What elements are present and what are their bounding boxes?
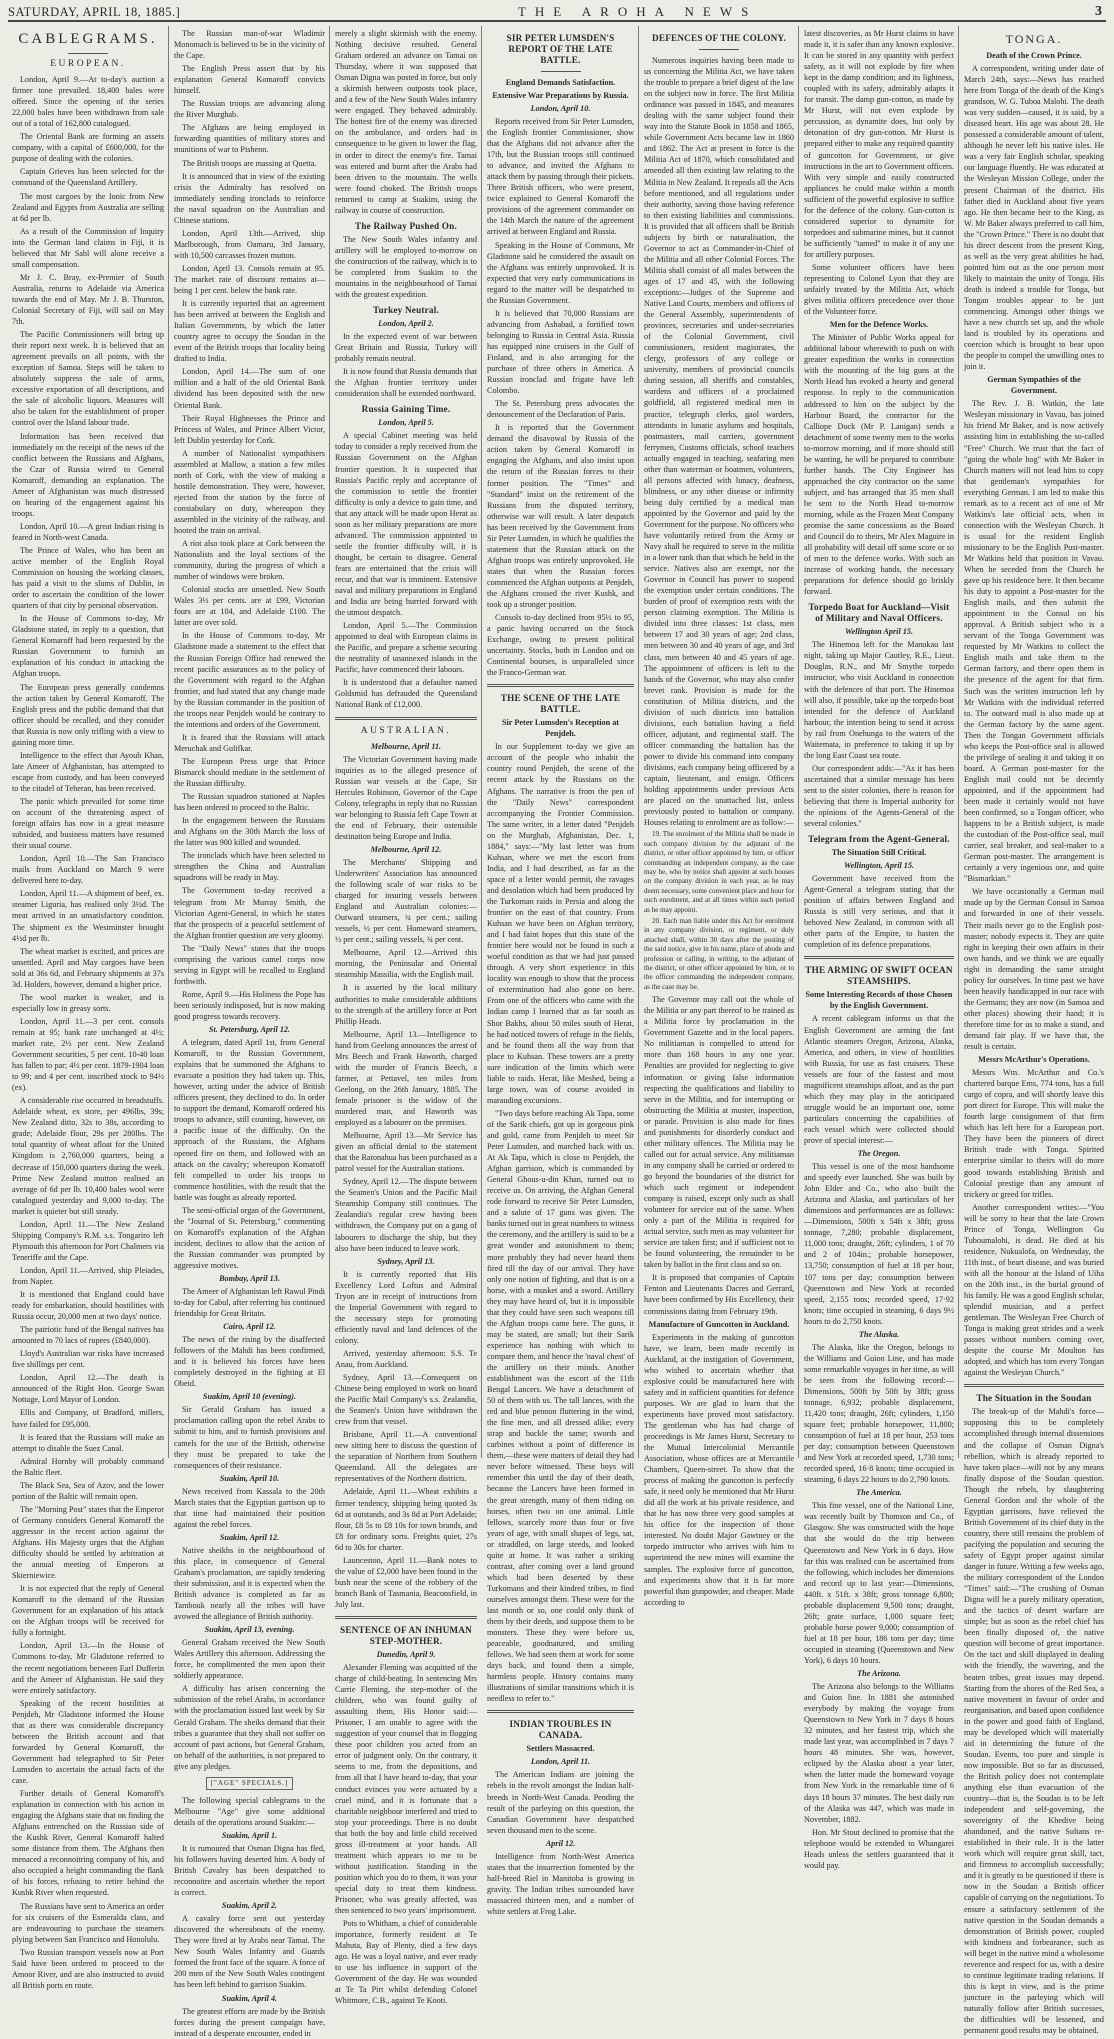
section-heading: INDIAN TROUBLES IN CANADA. [509, 1719, 612, 1741]
dateline: Sydney, April 13. [377, 1256, 435, 1266]
section-heading: Turkey Neutral. [373, 305, 439, 316]
divider [804, 956, 954, 959]
article-paragraph: The wool market is weaker, and is especially low in greasy sorts. [12, 992, 164, 1013]
article-paragraph: London, April 9.—At to-day's auction a firmer tone prevailed. 18,400 bales were offered. Since the opening of the series 22,000 bales have been withdrawn from sale out of a total of 162,800 catalogued. [12, 75, 164, 129]
subheading: Death of the Crown Prince. [986, 51, 1082, 60]
divider [335, 1616, 477, 1619]
ship-heading: The Alaska. [858, 1329, 900, 1339]
article-paragraph: The Ameer of Afghanistan left Rawul Pindi to-day for Cabul, after referring his continued friendship for Great Britain. [174, 1287, 325, 1319]
column-rule [638, 26, 639, 1458]
article-paragraph: Intelligence to the effect that Ayoub Khan, late Ameer of Afghanistan, has attempted to escape from custody, and has been conveyed to the citadel of Teheran, has been received. [12, 750, 164, 793]
newspaper-title: THE AROHA NEWS [517, 4, 758, 19]
article-paragraph: In the House of Commons to-day, Mr Gladstone stated, in reply to a question, that General Komaroff had been requested by the Russian Government to furnish an explanation of his conduct in attacking the Afghan troops. [12, 614, 164, 679]
article-paragraph: The Government to-day received a telegram from Mr Murray Smith, the Victorian Agent-General, in which he states that the prospects of a peaceful settlement of the Afghan frontier question are very gloomy. [174, 886, 325, 940]
divider [487, 684, 634, 687]
article-paragraph: "Two days before reaching Ak Tapa, some of the Sarik chiefs, got up in gorgeous pink and gold, came from Penjdeh to meet Sir Peter Lumsden, and marched back with us. At Ak Tapa, which is close to Penjdeh, the Afghan garrison, which is commanded by General Ghous-u-din Khan, turned out to receive us. On arriving, the Afghan General rode forward to receive Sir Peter Lumsden, and a salute of 17 guns was given. The banks turned out in great numbers to witness the ceremony, and the artillery is said to be a great wonder and astonishment to them; more probably they had never heard them fired till the day of our arrival. They have only one notion of fighting, and that is on a horse, with a musket and a sword. Artillery they may have heard of, but it is impossible that they could have seen such weapons till the Afghan troops came here. The guns, it may be stated, are small; but their Sarik experience has nothing with which to compare them, and hence the 'naval chest' of the artillery on their minds. Another establishment was the escort of the 11th Bengal Lancers. We have a detachment of 50 of them with us. The tall lances, with the red and blue pennon fluttering in the wind, the fine men, and all dressed alike; every strap and buckle the same; swords and carbines without a point of difference in them,—these were matters of detail they had never before witnessed. These boys will remember this until the day of their death, because the Lancers have been formed in the great strength, many of them riding on horses, often two on one animal. Little fellows, scarcely more than four or five years of age, with small shapes of legs, sat, or straddled, on large steeds, and looked quite at home. It was rather a striking contrast, after coming over a land ground which had been deserted by these Turkomans and their kindred tribes, to find ourselves amongst them. These were for the last month or so, one could only think of them by their deeds, and suppose them to be monsters. These they were before us, peaceable, goodnatured, and smiling fellows. We had seen them at work for some days back, and found them a simple, harmless people. History contains many illustrations of similar transitions which it is needless to refer to." [487, 1108, 634, 1704]
article-paragraph: London, April 13.—In the House of Commons to-day, Mr Gladstone referred to the recent negotiations between Earl Dufferin and the Ameer of Afghanistan. He said they were entirely satisfactory. [12, 1641, 164, 1695]
dateline: London, April 2. [378, 319, 434, 329]
article-paragraph: The Afghans are being employed in forwarding quantities of military stores and munitions of war to Pishenn. [174, 123, 325, 155]
dateline: Melbourne, April 12. [370, 844, 442, 854]
article-paragraph: General Graham received the New South Wales Artillery this afternoon. Addressing the force, he complimented the men upon their soldierly appearance. [174, 1638, 325, 1681]
act-clause: 20. Each man liable under this Act for enrolment in any company division, or regiment, or duly attached shall, within 30 days after the posting of the said notice, give in his name, place of abode and profession or calling, in writing, to the adjutant of the district, or other officer appointed by him, or to the officer commanding the independent company, as the case may be. [644, 916, 794, 991]
article-paragraph: The news of the rising by the disaffected followers of the Mahdi has been confirmed, and it is believed his forces have been completely destroyed in the fighting at El Obeid. [174, 1335, 325, 1389]
article-paragraph: The New South Wales infantry and artillery will be employed to-morrow on the construction of the railway, which is to be completed from Suakim to the mountains in the neighbourhood of Tamai with the greatest expedition. [335, 234, 477, 300]
article-paragraph: It is understood that a defaulter named Goldsmid has defrauded the Queensland National Bank of £12,000. [335, 678, 477, 710]
article-paragraph: The Alaska, like the Oregon, belongs to the Williams and Guion Line, and has made some remarkable voyages in her time, as will be seen from the following record:—Dimensions, 500ft by 50ft by 38ft; gross tonnage, 6,932; probable displacement, 11,420 tons; draught, 26ft; cylinders, 1,150 square feet; probable horsepower, 11,800; consumption of fuel at 18 per hour, 253 tons per day; consumption between Queenstown and New York at recorded speed, 1,730 tons; recorded speed, 16·8 knots; time occupied in steaming, 6 days 22 hours to do 2,790 knots. [804, 1342, 954, 1485]
dateline: Suakim, April 4. [221, 1993, 278, 2003]
dateline: Suakim, April 1. [221, 1830, 278, 1840]
section-heading: Russia Gaining Time. [361, 404, 451, 415]
section-heading: The Railway Pushed On. [355, 220, 457, 231]
dateline: Suakim, April 2. [221, 1901, 278, 1911]
article-paragraph: Intelligence from North-West America states that the insurrection fomented by the half-breed Riel in Manitoba is growing in gravity. The Indian tribes surrounded have massacred thirteen men, and a number of white settlers at Frog Lake. [487, 1851, 634, 1916]
dateline: Dunedin, April 9. [376, 1650, 436, 1659]
dateline: London, April 10. [530, 104, 591, 113]
article-paragraph: The Oriental Bank are forming an assets company, with a capital of £600,000, for the purpose of dealing with the colonies. [12, 132, 164, 164]
column-6 [800, 28, 958, 1870]
article-paragraph: The Governor may call out the whole of the Militia or any part thereof to be trained as a Militia force by proclamation in the Government Gazette and in the local papers. No militiaman is compelled to attend for more than 168 hours in any one year. Penalties are provided for neglecting to give information or giving false information respecting the qualifications and liability to serve in the Militia, and for interrupting or obstructing the Militia at muster, inspection, or parade. Provision is also made for fines and punishments for disorderly conduct and other military offences. The Militia may be called out for actual service. Any militiaman in any company shall be carried or ordered to go beyond the boundaries of the district for which such regiment or independent company is raised, except only such as shall volunteer for service out of the same. When only a part of the Militia is required for actual service, such men as may volunteer for service are taken first; and if sufficient not to be found volunteering, the remainder to be taken by ballot in the first class and so on. [644, 995, 794, 1270]
column-3 [331, 28, 481, 2006]
cablegrams-heading: CABLEGRAMS. [18, 31, 158, 47]
article-paragraph: Adelaide, April 11.—Wheat exhibits a firmer tendency, shipping being quoted 3s 6d at outstands, and 3s 8d at Port Adelaide; flour, £8 5s to £8 10s for town brands, and £8 for ordinary sorts. Freights quiet, 27s 6d to 30s for charter. [335, 1487, 477, 1552]
article-paragraph: Melbourne, April 12.—Arrived this morning, the Peninsular and Oriental steamship Massilia, with the English mail. [335, 948, 477, 980]
section-heading: DEFENCES OF THE COLONY. [652, 33, 786, 43]
article-paragraph: In our Supplement to-day we give an account of the people who inhabit the country round Penjdeh, the scene of the recent attack by the Russians on the Afghans. The narrative is from the pen of the "Daily News" correspondent accompanying the Frontier Commission. The same writer, in a letter dated "Penjdeh on the Murghab, Afghanistan, Dec. 1, 1884," says:—"My last letter was from Kuhsan, where we met the escort from India, and I had described, as far as the space of a letter would permit, the ravages and desolation which had been produced by the Turkoman raids in Persia and along the frontier on the east of that country. From Kuhsan we have been on Afghan territory, and I had faint hopes that this state of the frontier here would not be found in such a woeful condition as that we had just passed through. A very short experience in this locality was enough to show that the process of extermination had also gone on here. From one of the officers who came with the Indian camp I learned that as far south as Shor Bakhs, about 50 miles south of Herat, he had noticed towers of refuge in the fields, and he found them all the way from that place to Kuhsan. These towers are a pretty sure indication of the limits which were liable to raids. Herat, like Meshed, being a large town, was of course avoided in marauding excursions. [487, 742, 634, 1105]
section-heading: The Situation in the Soudan [976, 1393, 1092, 1404]
article-paragraph: A considerable rise occurred in breadstuffs. Adelaide wheat, ex store, per 496lbs, 39s; New Zealand ditto, 32s to 38s, according to grade; Adelaide flour, 29s per 280lbs. The total quantity of wheat afloat for the United Kingdom is 2,760,000 quarters, being a decrease of 150,000 quarters during the week. Prime New Zealand mutton realised an average of 6d per lb. 10,400 bales wool were catalogued yesterday and 9,000 to-day. The market is quieter but still steady. [12, 1096, 164, 1216]
article-paragraph: Government have received from the Agent-General a telegram stating that the position of affairs between England and Russia is still very serious, and that it behoved New Zealand, in common with all other parts of the Empire, to hasten the completion of its defence preparations. [804, 874, 954, 950]
age-specials-note [174, 1777, 325, 1790]
article-paragraph: The patriotic fund of the Bengal natives has amounted to 70 lacs of rupees (£840,000). [12, 1325, 164, 1346]
article-paragraph: London, April 13. Consols remain at 95. The market rate of discount remains at—being 1 per cent. below the bank rate. [174, 263, 325, 296]
article-paragraph: London, April 13th.—Arrived, ship Marlborough, from Oamaru, 3rd January, with 10,500 carcasses frozen mutton. [174, 228, 325, 260]
subheading: Some Interesting Records of those Chosen by the English Government. [805, 990, 953, 1011]
article-paragraph: The St. Petersburg press advocates the denouncement of the Declaration of Paris. [487, 399, 634, 420]
subheading: England Demands Satisfaction. [505, 78, 616, 87]
article-paragraph: Further details of General Komaroff's explanation in connection with his action in engaging the Afghans state that on finding the Afghans entrenched on the Russian side of the Kushk River, General Komaroff halted some distance from them. The Afghans then menaced a reconnoitring company of his, and also occupied a height commanding the flank of his forces, refusing to retire behind the Kushk River when requested. [12, 1789, 164, 1898]
age-specials-label: ["AGE" SPECIALS.] [206, 1777, 294, 1790]
article-paragraph: Melbourne, April 13.—Intelligence to hand from Geelong announces the arrest of Mrs Beech and Frank Haworth, charged with the murder of Francis Beech, a farmer, at Pettavel, ten miles from Geelong, on the 26th January, 1885. The female prisoner is the widow of the murdered man, and Haworth was employed as a labourer on the premises. [335, 1029, 477, 1128]
subheading: Sir Peter Lumsden's Reception at Penjdeh. [501, 718, 620, 739]
dateline: April 12. [545, 1838, 576, 1848]
dateline: Suakim, April 13, evening. [204, 1625, 295, 1635]
section-heading: Torpedo Boat for Auckland—Visit of Military and Naval Officers. [808, 602, 950, 624]
article-paragraph: Hon. Mr Stout declined to promise that the telephone would be extended to Whangarei Heads unless the settlers guaranteed that it would pay. [804, 1827, 954, 1870]
article-paragraph: It is now found that Russia demands that the Afghan frontier territory under consideration shall be extended northward. [335, 367, 477, 399]
subheading: Settlers Massacred. [526, 1744, 595, 1754]
article-paragraph: Speaking in the House of Commons, Mr Gladstone said he considered the assault on the Afghans was entirely unprovoked. It is expected that very early communications in regard to the matter will be despatched to the Russian Government. [487, 240, 634, 305]
article-paragraph: It is proposed that companies of Captain Fenton and Lieutenants Dacres and Gerrard, have been confirmed by His Excellency, their commissions dating from February 19th. [644, 1273, 794, 1316]
article-paragraph: Ellis and Company, of Bradford, millers, have failed for £95,000. [12, 1408, 164, 1429]
divider [964, 1384, 1104, 1387]
column-2 [170, 28, 329, 2038]
dateline: London, April 11. [530, 1757, 591, 1767]
article-paragraph: London, April 11.—A shipment of beef, ex. steamer Liguria, has realised only 3½d. The meat arrived in an unsatisfactory condition. The shipment ex the Westminster brought 4½d per lb. [12, 889, 164, 943]
column-7 [960, 28, 1108, 2036]
article-paragraph: The Hinemoa left for the Manukau last night, taking up Major Cautley, R.E., Lieut. Douglas, R.N., and Mr Smythe torpedo instructor, who visit Auckland in connection with the defences of that port. The Hinemoa will also, if possible, take up the torpedo boat intended for the defence of Auckland harbour, the intention being to send it across by rail from Onehunga to the waters of the Waitemata, in preference to taking it up by the long East Coast sea route. [804, 640, 954, 760]
ship-heading: The Oregon. [857, 1149, 901, 1159]
dateline: Wellington April 15. [844, 627, 913, 637]
divider [541, 71, 581, 72]
article-paragraph: Consols to-day declined from 95½ to 95, a panic having occurred on the Stock Exchange, owing to present political uncertainty. Stocks, both in London and on Continental bourses, is unparalleled since the Franco-German war. [487, 613, 634, 678]
dateline: Bombay, April 13. [219, 1274, 280, 1284]
article-paragraph: It is believed that 70,000 Russians are advancing from Ashabad, a fortified town belonging to Russia in Central Asia. Russia has equipped nine cruisers in the Gulf of Finland, and is also arranging for the purchase of three others in America. A Russian ironclad and frigate have left Colombo. [487, 308, 634, 396]
article-paragraph: London, April 14.—The sum of one million and a half of the old Oriental Bank dividend has been deposited with the new Oriental Bank. [174, 367, 325, 410]
article-paragraph: merely a slight skirmish with the enemy. Nothing decisive resulted. General Graham ordered an advance on Tamai on Thursday, where it was supposed that Osman Digna was posted in force, but only a skirmish between outposts took place, and a few of the New South Wales infantry were engaged. They behaved admirably. The hottest fire of the enemy was directed on the ambulance, and orders had in consequence to be given to lower the flag, in order to direct the enemy's fire. Tamai was entered and burnt after the Arabs had been driven to the mountain. The wells were found choked. The British troops returned to camp at Suakim, using the railway in course of construction. [335, 29, 477, 215]
article-paragraph: It is rumoured that Osman Digna has fled, his followers having deserted him. A body of British Cavalry has been despatched to reconnoitre and ascertain whether the report is correct. [174, 1843, 325, 1898]
article-paragraph: News received from Kassala to the 20th March states that the Egyptian garrison up to that time had maintained their position against the rebel forces. [174, 1486, 325, 1529]
article-paragraph: The Russians have sent to America an order for six cruisers of the Esmeralda class, and are endeavouring to purchase the steamers plying between San Francisco and Honolulu. [12, 1901, 164, 1944]
article-paragraph: It is feared that the Russians will make an attempt to disable the Suez Canal. [12, 1432, 164, 1453]
article-paragraph: London, April 12.—The death is announced of the Right Hon. George Swan Nottage, Lord Mayor of London. [12, 1373, 164, 1405]
article-paragraph: The Russian squadron stationed at Naples has been ordered to proceed to the Baltic. [174, 792, 325, 813]
dateline: Wellington, April 15. [843, 861, 915, 871]
article-paragraph: The "Morning Post" states that the Emperor of Germany considers General Komaroff the aggressor in the recent action against the Afghans. His Majesty urges that the Afghan difficulty should be settled by arbitration at the annual meeting of Emperors at Skierniewice. [12, 1504, 164, 1581]
article-paragraph: Reports received from Sir Peter Lumsden, the English frontier Commissioner, show that the Afghans did not advance after the 17th, but the Russian troops still continued to advance, and invited the Afghans to attack them by passing through their pickets. Three British officers, who were present, twice explained to General Komaroff the provisions of the agreement commander on the 14th March the nature of the agreement arrived at between England and Russia. [487, 117, 634, 237]
article-paragraph: Colonial stocks are unsettled. New South Wales 3½ per cents. are at £99, Victorian fours are at 104, and Adelaide £100. The latter are over sold. [174, 585, 325, 628]
article-paragraph: Speaking of the recent hostilities at Penjdeh, Mr Gladstone informed the House that as there was considerable discrepancy between the British account and that forwarded by General Komaroff, the Government had telegraphed to Sir Peter Lumsden to ascertain the actual facts of the case. [12, 1698, 164, 1785]
divider [68, 53, 108, 54]
article-paragraph: The English Press assert that by his explanation General Komaroff convicts himself. [174, 64, 325, 96]
article-paragraph: The Merchants' Shipping and Underwriters' Association has announced the following scale of war risks to be charged for insuring vessels between England and Australian colonies:—Outward steamers, ¾ per cent.; sailing vessels, ½ per cent. Homeward steamers, ½ per cent.; sailing vessels, ¾ per cent. [335, 857, 477, 945]
dateline: Suakim, April 10. [219, 1473, 280, 1483]
article-paragraph: The most cargoes by the Ionic from New Zealand and Egypts from Australia are selling at 6d per lb. [12, 191, 164, 223]
article-paragraph: The Pacific Commissioners will bring up their report next week. It is believed that an agreement prevails on all points, with the exception of Samoa. Steps will be taken to absolutely suppress the sale of arms, excessive exportation of all descriptions, and the sale of alcoholic liquors. Measures will also be taken for the establishment of proper control over the Island labour trade. [12, 330, 164, 428]
article-paragraph: The following special cablegrams to the Melbourne "Age" give some additional details of the operations around Suakim:— [174, 1795, 325, 1827]
article-paragraph: Sydney, April 13.—Consequent on Chinese being employed to work on board the Pacific Mail Company's s.s. Zealandia, the Seamen's Union have withdrawn the crew from that vessel. [335, 1373, 477, 1427]
tonga-heading: TONGA. [1005, 32, 1063, 46]
article-paragraph: A special Cabinet meeting was held today to consider a reply received from the Russian Government on the Afghan frontier question. It is suspected that Russia's Pacific reply and acceptance of the commission to settle the frontier difficulty is only a device to gain time, and that any attack will be made upon Herat as soon as her military preparations are more advanced. The commission appointed to settle the frontier difficulty will, it is thought, be certain to disagree. General fears are entertained that the crisis will recur, and that war is imminent. Extensive naval and military preparations in England and India are being hurried forward with the utmost despatch. [335, 431, 477, 618]
article-paragraph: The break-up of the Mahdi's force—supposing this to be completely accomplished through internal dissensions and the collapse of Osman Digna's rebellion, which is already reported to have taken place—will not by any means finally dispose of the Soudan question. Though the rebels, by slaughtering General Gordon and the whole of the Egyptian garrisons, have relieved the British Government of its chief duty in the country, there still remains the problem of pacifying the population and securing the safety of Egypt proper against similar danger in future. Writing a few weeks ago, the military correspondent of the London "Times" said:—"The crushing of Osman Digna will be a purely military operation, and the tactics of desert warfare are simple; but as soon as the rebel chief has been finally disposed of, the native question will become of great importance. On the tact and skill displayed in dealing with the friendly, the wavering, and the beaten tribes, great issues may depend. Starting from the shores of the Red Sea, a native movement in favour of order and reorganisation, and based upon confidence in the power and good faith of England, may be developed which will materially aid in determining the future of the Soudan. Events, too pure and simple is now impossible. But so far as discussed, the British policy does not contemplate anything else than evacuation of the country—that is, the Soudan is to be left independent and self-governing, the sovereignty of the Khedive being abandoned, and the native Sultans re-established in their rule. It is the latter work which will require great skill, tact, and firmness to accomplish successfully; and it is greatly to be questioned if there is now in the Soudan a British officer capable of carrying on the negotiations. To ensure a satisfactory settlement of the native question in the Soudan demands a demonstration of British power, coupled with kindness and forbearance, such as will beget in the native mind a wholesome reverence and respect for us, with a desire to continue legitimate trading relations. If this is kept in view, and is the prime juncture in the parleying which will naturally follow after British successes, the difficulties will be lessened, and permanent good results may be obtained. [964, 1407, 1105, 2036]
article-paragraph: Pots to Whitham, a chief of considerable importance, formerly resident at Te Mahuta, Bay of Plenty, died a few days ago. He was a loyal native, and ever ready to use his influence in support of the Government of the day. He was wounded at Te Ta Pirt whilst defending Colonel Whitmore, C.B., against Te Kooti. [335, 1919, 477, 2006]
subheading: Extensive War Preparations by Russia. [492, 91, 629, 100]
article-paragraph: The Arizona also belongs to the Williams and Guion line. In 1881 she astonished everybody by making the voyage from Queenstown to New York in 7 days 8 hours 32 minutes, and her fastest trip, which she made last year, was accomplished in 7 days 7 hours 48 minutes. She was, however, eclipsed by the Alaska about a year later, when the latter made the homeward voyage from New York in the remarkable time of 6 days 18 hours 37 minutes. The best daily run of the Alaska was 447, which was made in November, 1882. [804, 1682, 954, 1824]
article-paragraph: A correspondent, writing under date of March 24th, says:—News has reached here from Tonga of the death of the King's grandson, W. G. Tuboa Malohi. The death was very sudden—caused, it is said, by a diseased heart. His age was about 28. He possessed a considerable amount of talent, although he never left his native isles. He was a very fair English scholar, speaking our language fluently. He was educated at the Wesleyan Mission College, under the present Chairman of the district. His father died in Auckland about five years ago. He then became heir to the King, as W. Mr Baker always preferred to call him, the "Crown Prince." There is no doubt that his direct descent from the present King, as well as the very great abilities he had, pointed him out as the one person most likely to maintain the unity of Tonga. His death is indeed a trouble for Tonga, but Tongan troubles appear to be just commencing. Amongst other things we have a new church set up, and the whole land is troubled by its operations and coercion which is brought to bear upon the people to compel the unwilling ones to join it. [964, 64, 1104, 372]
article-paragraph: A cavalry force sent out yesterday discovered the whereabouts of the enemy. They were fired at by Arabs near Tamai. The New South Wales Infantry and Guards formed the front face of the square. A force of 200 men of the New South Wales contingent has been left behind to garrison Suakim. [174, 1914, 325, 1990]
article-paragraph: Lloyd's Australian war risks have increased five shillings per cent. [12, 1349, 164, 1370]
article-paragraph: A riot also took place at Cork between the Nationalists and the loyal sections of the community, during the progress of which a number of windows were broken. [174, 539, 325, 582]
dateline: Suakim, April 12. [219, 1532, 280, 1542]
dateline: Melbourne, April 11. [370, 741, 442, 751]
european-subheading: EUROPEAN. [50, 59, 126, 69]
article-paragraph: The ironclads which have been selected to strengthen the China and Australian squadrons will be ready in May. [174, 851, 325, 883]
article-paragraph: The Black Sea, Sea of Azov, and the lower portion of the Baltic will remain open. [12, 1480, 164, 1501]
article-paragraph: The Prince of Wales, who has been an active member of the English Royal Commission on housing the working classes, has paid a visit to the slums of Dublin, in order to ascertain the condition of the lower quarters of that city by personal observation. [12, 545, 164, 611]
article-paragraph: Rome, April 9.—His Holiness the Pope has been seriously indisposed, but is now making good progress towards recovery. [174, 989, 325, 1021]
dateline: Cairo, April 12. [223, 1322, 276, 1332]
subheading: German Sympathies of the Government. [987, 375, 1081, 396]
article-paragraph: Experiments in the making of guncotton have, we learn, been made recently in Auckland, at the instigation of Government, who wished to ascertain whether that explosive could be manufactured here with safety and in sufficient quantities for defence purposes. We are glad to learn that the experiments have proved most satisfactory. The gentleman who has had charge of proceedings is Mr James Hurst, Secretary to the Mutual Intercolonial Mercantile Association, whose offices are at Mercantile Chambers, Queen-street. To show that the process of making the guncotton is perfectly safe, it need only be mentioned that Mr Hurst did all the work at his private residence, and that he has now three very good samples at his office for the inspection of those interested. No doubt Major Gawtney or the torpedo instructor who arrives with him to superintend the new mines will examine the samples. The explosive force of guncotton, and experiments show that it is far more powerful than gunpowder, and cheaper. Made according to [644, 1332, 794, 1607]
article-paragraph: London, April 5.—The Commission appointed to deal with European claims in the Pacific, and prepare a scheme securing the neutrality of unannexed islands in the Pacific, have commenced their labours. [335, 621, 477, 675]
column-5 [640, 28, 798, 1607]
article-paragraph: It is mentioned that England could have ready for embarkation, should hostilities with Russia occur, 20,000 men at two days' notice. [12, 1290, 164, 1322]
article-paragraph: The Victorian Government having made inquiries as to the alleged presence of Russian war vessels at the Cape, Sir Hercules Robinson, Governor of the Cape Colony, telegraphs in reply that no Russian war belonging to Russia left Cape Town at the end of February, their ostensible destination being Europe and India. [335, 754, 477, 841]
article-paragraph: Messrs Wm. McArthur and Co.'s chartered barque Ems, 774 tons, has a full cargo of copra, and will shortly leave this port direct for Europe. This will make the fourth large consignment of that firm which has left here for a European port. They have been the pioneers of direct British trade with Tonga. Spirited enterprise similar to theirs will do more good towards establishing British and Colonial prestige than any amount of trickery or greed for trifles. [964, 1068, 1104, 1199]
dateline: London, April 5. [378, 418, 434, 428]
subheading: Manufacture of Guncotton in Auckland. [648, 1319, 790, 1329]
article-paragraph: Our correspondent adds:—"As it has been ascertained that a similar message has been sent to the sister colonies, there is reason for believing that there is Imperial authority for the opinions of the Agents-General of the several colonies." [804, 763, 954, 829]
section-heading: THE SCENE OF THE LATE BATTLE. [500, 693, 621, 715]
column-1 [8, 28, 168, 1990]
section-heading: SIR PETER LUMSDEN'S REPORT OF THE LATE BATTLE. [506, 33, 615, 65]
article-paragraph: A telegram, dated April 1st, from General Komaroff, to the Russian Government, explains that he summoned the Afghans to evacuate a position they had taken up. This, however, acting under the advice of British officers present, they declined to do. In order to support the demand, Komaroff ordered his troops to advance, still counting, however, on a pacific issue of the difficulty. On the approach of the Russians, the Afghans opened fire on them, and followed with an attack on the cavalry; whereupon Komaroff felt compelled to order his troops to commence hostilities, with the result that the battle was fought as already reported. [174, 1038, 325, 1202]
article-paragraph: The American Indians are joining the rebels in the revolt amongst the Indian half-breeds in North-West Canada. Pending the result of the parleying on this question, the Canadian Government have despatched seven thousand men to the scene. [487, 1770, 634, 1835]
australian-subheading: AUSTRALIAN. [360, 725, 452, 736]
article-paragraph: It is asserted by the local military authorities to make considerable additions to the strength of the artillery force at Port Phillip Heads. [335, 983, 477, 1026]
article-paragraph: Native sheikhs in the neighbourhood of this place, in consequence of General Graham's proclamation, are rapidly tendering their submission, and it is expected when the British advance is completed as far as Tambouk nearly all the tribes will have avowed the allegiance of British authority. [174, 1545, 325, 1622]
article-paragraph: Sir Gerald Graham has issued a proclamation calling upon the rebel Arabs to submit to him, and to furnish provisions and camels for the use of the British, otherwise they must be prepared to take the consequences of their resistance. [174, 1405, 325, 1470]
article-paragraph: London, April 11.—The New Zealand Shipping Company's R.M. s.s. Tongariro left Plymouth this afternoon for Port Chalmers via Teneriffe and the Cape. [12, 1219, 164, 1262]
section-heading: THE ARMING OF SWIFT OCEAN STEAMSHIPS. [805, 965, 953, 987]
article-paragraph: Captain Grieves has been selected for the command of the Queensland Artillery. [12, 167, 164, 188]
ship-heading: The America. [856, 1488, 902, 1498]
subheading: Messrs McArthur's Operations. [978, 1055, 1090, 1065]
article-paragraph: Sydney, April 12.—The dispute between the Seamen's Union and the Pacific Mail Steamship Company still continues. The Zealandia's regular crew having been withdrawn, the Company put on a gang of labourers to discharge the ship, but they also have been induced to leave work. [335, 1177, 477, 1253]
article-paragraph: As a result of the Commission of Inquiry into the German land claims in Fiji, it is believed that Mr Sahl will alone receive a small compensation. [12, 226, 164, 269]
article-paragraph: Admiral Hornby will probably command the Baltic fleet. [12, 1456, 164, 1477]
article-paragraph: The Russian troops are advancing along the River Murghab. [174, 99, 325, 120]
article-paragraph: The European Press urge that Prince Bismarck should mediate in the settlement of the Russian difficulty. [174, 756, 325, 789]
article-paragraph: A number of Nationalist sympathisers assembled at Mallow, a station a few miles north of Cork, with the view of making a hostile demonstration. They were, however, ejected from the station by the force of constabulary on duty, whereupon they assembled in the vicinity of the railway, and hooted the train on arrival. [174, 448, 325, 536]
column-rule [329, 26, 330, 1458]
article-paragraph: Another correspondent writes:—"You will be sorry to hear that the late Crown Prince of Tonga, Wellington Gu Tuboumalohi, is dead. He died at his residence, Nukualofa, on Wednesday, the 11th inst., of heart disease, and was buried with all the honour at the Island of Uiha on the 20th inst., in the burial ground of his family. He was a good English scholar, splendid musician, and a perfect gentleman. The Wesleyan Free Church of Tonga is making great strides and a week passes without numbers coming over, despite the course Mr Moulton has adopted, and which has torn every Tongan against the Wesleyan Church." [964, 1202, 1104, 1378]
article-paragraph: London, April 11.—Arrived, ship Pleiades, from Napier. [12, 1265, 164, 1286]
article-paragraph: In the House of Commons to-day, Mr Gladstone made a statement to the effect that the Russian Foreign Office had renewed the recent pacific assurances as to the policy of the Government with regard to the Afghan frontier, and had stated that any change made by the Russian commander in the position of the troops near Penjdeh would be contrary to the intentions and orders of the Government. [174, 631, 325, 729]
column-rule [168, 26, 169, 1458]
article-paragraph: The Rev. J. B. Watkin, the late Wesleyan missionary in Vavau, has joined his friend Mr Baker, and is now actively assisting him in establishing the so-called "Free" Church. We trust that the fact of "going the whole hog" with Mr Baker in Church matters will not lead him to copy that gentleman's sympathies for everything German. I am led to make this remark as to a recent act of one of Mr Watkins's late official acts, when in connection with the Wesleyan Church. It is usual for the resident English missionary to be the English Post-master. Mr Watkins held that position in Vavau. When he seceded from the Church he gave up his residence here. It then became his duty to appoint a Post-master for the English mails, and then submit the appointment to the Consul on his approval. A British subject who is a servant of the Tonga Government was requested by Mr Watkins to collect the English mails and take them to the German factory, and there open them in the presence of the agent for that firm. Such was the written instruction left by Mr Watkins with the individual referred to. The outward mail is also made up at the German factory by the same agent. Then the Tongan Government officials who keeps the Post-office seal is allowed the privilege of sealing it and taking it on board. A German post-master for the English mail could not be decently appointed, and if the appointment had been made it certainly would not have been confirmed, so a Tongan officer, who happens to be a British subject, is made the custodian of the Post-office seal, mail carrier, seal breaker, and seal-maker to a German post-master. The arrangement is certainly a very ingenious one, and quite "Bismarkian." [964, 399, 1104, 884]
article-paragraph: Their Royal Highnesses the Prince and Princess of Wales, and Prince Albert Victor, left Dublin yesterday for Cork. [174, 413, 325, 445]
ship-heading: The Arizona. [857, 1669, 901, 1679]
article-paragraph: In the expected event of war between Great Britain and Russia, Turkey will probably remain neutral. [335, 332, 477, 364]
article-paragraph: latest discoveries, as Mr Hurst claims to have made it, it is safer than any known explosive. It can be stored in any quantity with perfect safety, as it will not explode by fire when kept in the damp condition; and its lightness, coupled with its safety, admirably adapts it for transit. The damp gun-cotton, as made by Mr Hurst, will not even explode by percussion, as dynamite does, but only by detonation of dry gun-cotton. Mr Hurst is prepared either to make any required quantity of guncotton for Government, or give instructions in the art to Government officers. With very simple and easily constructed appliances he could make within a month sufficient of the powerful explosive to suffice for the defence of the colony. Gun-cotton is considered superior to dynamite for torpedoes and submarine mines, but it cannot be sufficiently "tamed" to make it of any use for artillery purposes. [804, 29, 954, 259]
page-number: 3 [1095, 4, 1102, 19]
article-paragraph: Melbourne, April 13.—Mr Service has given an official denial to the statement that the Ratonahua has been purchased as a patrol vessel for the Australian stations. [335, 1131, 477, 1174]
section-heading: SENTENCE OF AN INHUMAN STEP-MOTHER. [340, 1625, 472, 1646]
article-paragraph: It is announced that in view of the existing crisis the Admiralty has resolved on immediately sending ironclads to reinforce the naval squadron on the Australian and Chinese stations. [174, 171, 325, 225]
article-paragraph: The British troops are massing at Quetta. [182, 158, 317, 168]
article-paragraph: Alexander Fleming was acquitted of the charge of child-beating. In sentencing Mrs Carrie Fleming, the step-mother of the children, who was found guilty of assaulting them, His Honor said:—Prisoner, I am unable to agree with the suggestion of your counsel that in flogging these poor children you acted from an error of judgment only. On the contrary, it seems to me, from the depositions, and from all that I have heard to-day, that your conduct evinces you were actuated by a cruel mind, and it is fortunate that a charitable neighbour interfered and tried to stop your proceedings. There is no doubt that both the boy and little child received gross ill-treatment at your hands. All treatment which appears to me to be without justification. Standing in the position which you do to them, it was your special duty to treat them kindness. Prisoner, who was greatly affected, was then sentenced to two years' imprisonment. [335, 1663, 477, 1916]
subheading: The Situation Still Critical. [831, 848, 927, 858]
article-paragraph: It is feared that the Russians will attack Meruchak and Gulifkar. [174, 732, 325, 753]
article-paragraph: London, April 10.—The San Francisco mails from Auckland on March 9 were delivered here to-day. [12, 854, 164, 886]
article-paragraph: It is currently reported that an agreement has been arrived at between the English and Italian Governments, by which the latter country agree to occupy the Soudan in the event of the British troops that locality being drafted to India. [174, 299, 325, 364]
dateline: Suakim, April 10 (evening). [202, 1392, 297, 1402]
article-paragraph: The European press generally condemns the action taken by General Komaroff. The English press and the public demand that that officer should be recalled, and they consider that Russia is now only trifling with a view to gaining more time. [12, 682, 164, 747]
article-paragraph: The Minister of Public Works appeal for additional labour wherewith to push on with greater expedition the works in connection with the mounting of the big guns at the North Head has evoked a hearty and general response. In reply to the communication addressed to him on the subject by the Harbour Board, the contractor for the Calliope Dock (Mr P. Lanigan) sends a detachment of some twenty men to the works to-morrow morning, and if more should still be wanting, he will be prepared to contribute further hands. The City Engineer has approached the city contractor on the same subject, and has arranged that 35 men shall be sent to the North Head to-morrow morning, while as the Frozen Meat Company promise the same concessions as the Board and Council do to theirs, Mr Alex Maguire in all probability will detail off some score or so of men to the defence works. With such an increase of working hands, the necessary preparations for defence should go briskly forward. [804, 333, 954, 597]
article-paragraph: Brisbane, April 11.—A conventional new sitting here to discuss the question of the separation of Northern from Southern Queensland. All the delegates are representatives of the Northern districts. [335, 1430, 477, 1484]
article-paragraph: The wheat market is excited, and prices are unsettled. April and May cargoes have been sold at 36s 6d, and February shipments at 37s 3d. Holders, however, demand a higher price. [12, 946, 164, 989]
article-paragraph: Arrived, yesterday afternoon: S.S. Te Anau, from Auckland. [335, 1348, 477, 1369]
column-rule [958, 26, 959, 1458]
act-clause: 19. The enrolment of the Militia shall be made in each company division by the adjutant of the district, or other officer appointed by him, or officer commanding an independent company, as the case may be, who by notice shall appoint at such houses on the company division in each year, as he may deem necessary, some convenient place and hour for such enrolment, and at all times within such period as he may appoint. [644, 830, 794, 914]
article-paragraph: We have occasionally a German mail made up by the German Consul in Samoa and forwarded in one of their vessels. Their mails never go to the English post-master; nobody expects it. They are quite right in keeping their own affairs in their own hands, and we think we are equally right in demanding the same straight policy for ourselves. In time past we have been heavily handicapped in our race with the Germans; they are now (in Samoa and other places) showing their hand; it is therefore time for us to make a stand, and demand fair play. If we have that, the result is certain. [964, 887, 1104, 1052]
divider [487, 1710, 634, 1713]
article-paragraph: This vessel is one of the most handsome and speedy ever launched. She was built by John Elder and Co., who also built the Arizona and Alaska, and particulars of her dimensions and performances are as follows:—Dimensions, 500ft x 54ft x 38ft; gross tonnage, 7,280; probable displacement, 11,000 tons; draught, 26ft; cylinders, 1 of 70 and 2 of 104in.; probable horsepower, 13,750; consumption of fuel at 18 per hour, 107 tons per day; consumption between Queenstown and New York at recorded speed, 2,155 tons; recorded speed, 17·92 knots; time occupied in steaming, 6 days 9½ hours to do 2,750 knots. [804, 1162, 954, 1326]
divider [335, 717, 477, 720]
article-paragraph: Numerous inquiries having been made to us concerning the Militia Act, we have taken the trouble to prepare a brief digest of the law on the subject now in force. The first Militia ordinance was passed in 1845, and measures dealing with the same subject found their way into the Statute Book in 1858 and 1865, while Government Acts became law in 1860 and 1862. The Act at present in force is the Militia Act of 1870, which consolidated and amended all then existing law relating to the Militia in New Zealand. It repeals all the Acts before mentioned, and all regulations under their authority, saving those having reference to then existing liabilities and commissions. It is provided that all officers shall be British subjects by birth or naturalisation, the Governor to act as Commander-in-Chief of the Militia and all other Colonial Forces. The Militia shall consist of all males between the ages of 17 and 45, with the following exceptions:—Judges of the Supreme and Native Land Courts, members and officers of the General Assembly, superintendents of provinces, secretaries and under-secretaries of the Colonial Government, civil commissioners, resident magistrates, the clergy, professors of any college or university, members of provincial councils during session, all sheriffs and constables, wardens and officers of a proclaimed goldfield, all registered medical men in practice, telegraph clerks, gaol warders, attendants in lunatic asylums and hospitals, postmasters, mail carriers, government ferrymen, Customs officials, school teachers actually engaged in teaching, seafaring men other than waterman or boatmen, volunteers, all persons affected with lunacy, deafness, blindness, or any other disease or infirmity being duly certified by a medical man appointed by the Governor and paid by the Government for the purpose. No officers who have voluntarily retired from the Army or Navy shall be required to serve in the militia in a lower rank than that which he held in the service. Natives also are exempt, nor the Governor in Council has power to suspend the exemption under certain conditions. The burden of proof of exemption rests with the person claiming exemption. The Militia is divided into three classes: 1st class, men between 17 and 30 years of age; 2nd class, men between 30 and 40 years of age, and 3rd class, men between 40 and 45 years of age. The appointment of officers is left to the hands of the Governor, who may also confer brevet rank. Provision is made for the constitution of Militia districts, and the division of such districts into battalion divisions, each battalion having a field officer, adjutant, and regimental staff. The officer commanding the battalion has the power to divide his command into company divisions, each company being officered by a captain, lieutenant, and ensign. Officers holding appointments under previous Acts are placed on the unattached list, unless previously posted to battalion or company. Houses relating to enrolment are as follow:— [644, 56, 794, 828]
article-paragraph: The Russian man-of-war Wladimir Monomach is believed to be in the vicinity of the Cape. [174, 29, 325, 61]
article-paragraph: Launceston, April 11.—Bank notes to the value of £2,000 have been found in the bush near the scene of the robbery of the branch Bank of Tasmania, Beaconsfield, in July last. [335, 1555, 477, 1609]
article-paragraph: London, April 11.—3 per cent. consols remain at 95; bank rate unchanged at 4½; market rate, 2½ per cent. New Zealand Government securities, 5 per cent. 10-40 loan has fallen to par; 4½ per cent. 1879-1904 loan to 99; and 4 per cent. inscribed stock to 94½ (ex). [12, 1016, 164, 1093]
article-paragraph: Some volunteer officers have been representing to Colonel Lyon that they are unfairly treated by the Militia Act, which gives militia officers precedence over those of the Volunteer force. [804, 262, 954, 317]
article-paragraph: Information has been received that immediately on the receipt of the news of the conflict between the Russians and Afghans, the Czar of Russia wired to General Komaroff, demanding an explanation. The Ameer of Afghanistan was much distressed on hearing of the engagement against his troops. [12, 431, 164, 518]
column-4 [483, 28, 638, 1916]
column-rule [481, 26, 482, 1458]
article-paragraph: The greatest efforts are made by the British forces during the present campaign have, instead of a desperate encounter, ended in [174, 2006, 325, 2038]
article-paragraph: This fine vessel, one of the National Line, was recently built by Thomson and Co., of Glasgow. She was constructed with the hope that she would do the trip between Queenstown and New York in 6 days. How far this was realised can be ascertained from the following, which includes her dimensions and record up to last year:—Dimensions, 440ft. x 51ft. x 38ft; gross tonnage 6,800; probable displacement 9,500 tons; draught, 26ft; grate surface, 1,000 square feet; probable horse power 9,000; consumption of fuel at 18 per hour, 186 tons per day; time occupied in steaming (Queenstown and New York), 6 days 10 hours. [804, 1501, 954, 1665]
article-paragraph: Two Russian transport vessels now at Port Said have been ordered to proceed to the Amoor River, and are also instructed to avoid all British ports en route. [12, 1947, 164, 1990]
article-paragraph: The panic which prevailed for some time on account of the threatening aspect of foreign affairs has now in a great measure subsided, and business matters have resumed their usual course. [12, 797, 164, 851]
column-rule [798, 26, 799, 1458]
article-paragraph: The semi-official organ of the Government, the "Journal of St. Petersburg," commenting on Komaroff's explanation of the Afghan incident, declines to allow that the action of the Russian commander was prompted by aggressive motives. [174, 1205, 325, 1270]
subheading: Men for the Defence Works. [829, 320, 929, 330]
section-heading: Telegram from the Agent-General. [808, 834, 950, 845]
article-paragraph: Mr J. C. Bray, ex-Premier of South Australia, returns to Adelaide via America towards the end of May. Mr J. B. Thurston, Colonial Secretary of Fiji, will sail on May 7th. [12, 272, 164, 327]
article-paragraph: London, April 10.—A great Indian rising is feared in North-west Canada. [12, 521, 164, 542]
issue-date: SATURDAY, APRIL 18, 1885.] [8, 4, 181, 19]
page-header [8, 4, 1106, 22]
article-paragraph: The "Daily News" states that the troops comprising the various camel corps now serving in Egypt will be recalled to England forthwith. [174, 943, 325, 986]
dateline: St. Petersburg, April 12. [208, 1025, 291, 1035]
divider [699, 49, 739, 50]
article-paragraph: It is currently reported that His Excellency Lord Loftus and Admiral Tryon are in receipt of instructions from the Imperial Government with regard to the necessary steps for promoting efficiently naval and land defences of the colony. [335, 1269, 477, 1345]
article-paragraph: It is not expected that the reply of General Komaroff to the demand of the Russian Government for an explanation of his attack on the Afghan troops will be received for fully a fortnight. [12, 1584, 164, 1638]
article-paragraph: A recent cablegram informs us that the English Government are arming the fast Atlantic steamers Oregon, Arizona, Alaska, America, and others, in view of hostilities with Russia, for use as fast cruisers. These vessels are four of the fastest and most magnificent steamships afloat, and as the part which they may play in the anticipated struggle would be an important one, some particulars concerning the capabilities of each vessel which were collected should prove of special interest:— [804, 1014, 954, 1145]
article-paragraph: A difficulty has arisen concerning the submission of the rebel Arabs, in accordance with the proclamation issued last week by Sir Gerald Graham. The sheiks demand that their tribes a guarantee that they shall not suffer on account of past actions, but General Graham, on behalf of the authorities, is not prepared to give any pledges. [174, 1684, 325, 1771]
article-paragraph: It is reported that the Government demand the disavowal by Russia of the action taken by General Komaroff in engaging the Afghans, and also insist upon the return of the Russian forces to their former position. The "Times" and "Standard" insist on the retirement of the Russians from the disputed territory, otherwise war will result. A later despatch has been received by the Government from Sir Peter Lumsden, in which he qualifies the statement that the Russian attack on the Afghan troops was entirely unprovoked. He states that when the Russian forces commenced the Afghan outposts at Penjdeh, the Afghans crossed the river Kushk, and took up a stronger position. [487, 423, 634, 610]
article-paragraph: In the engagement between the Russians and Afghans on the 30th March the loss of the latter was 900 killed and wounded. [174, 816, 325, 848]
